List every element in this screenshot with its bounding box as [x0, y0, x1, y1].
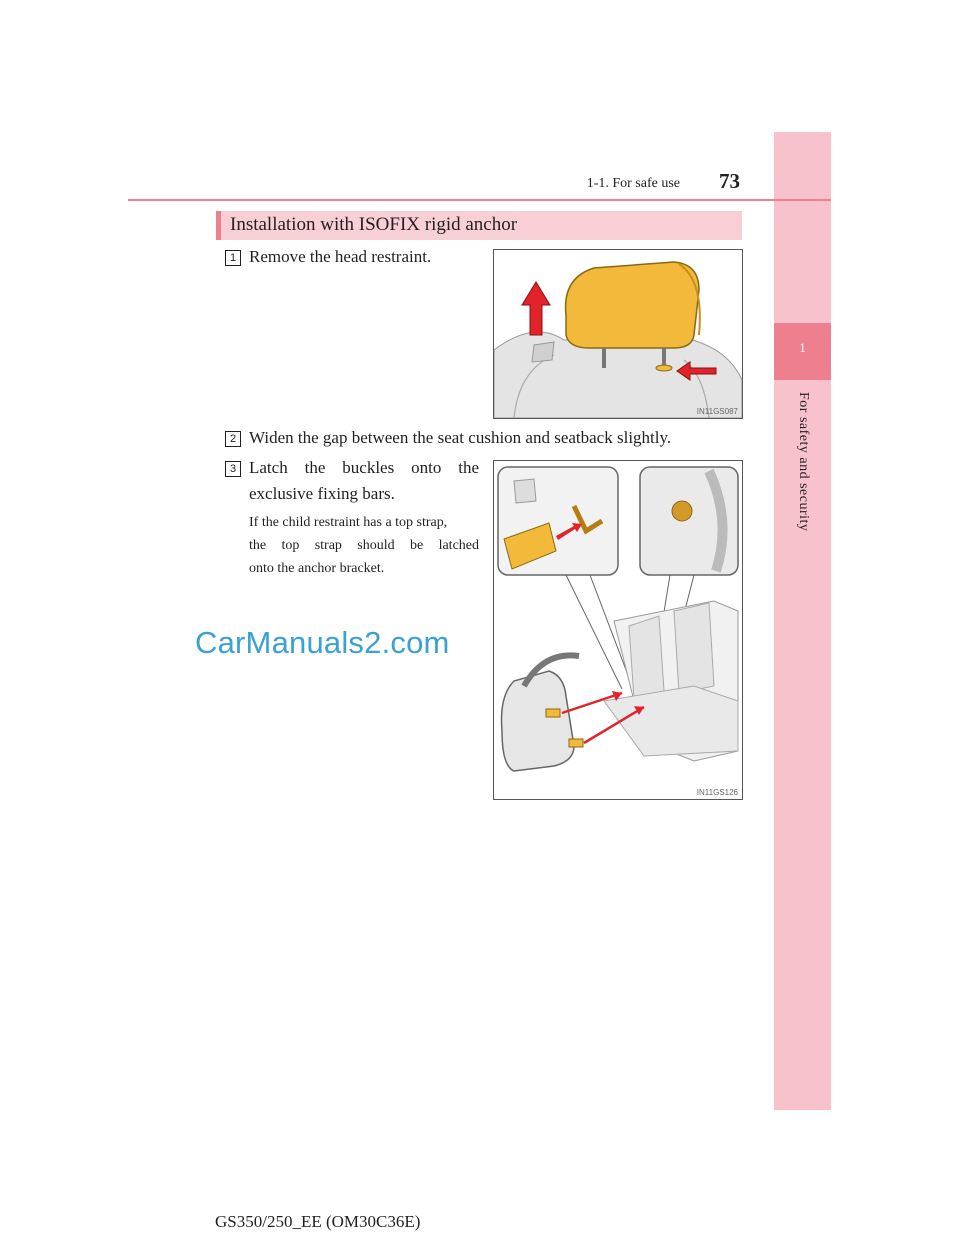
- step-3-text-line1: Latch the buckles onto the: [249, 458, 479, 477]
- chapter-title: For safety and security: [796, 392, 811, 532]
- footer-model: GS350/250_EE (OM30C36E): [215, 1212, 421, 1231]
- step-3-note-line3: onto the anchor bracket.: [249, 561, 385, 576]
- step-3-note-line1: If the child restraint has a top strap,: [249, 515, 448, 530]
- child-restraint-illustration: [494, 461, 742, 799]
- section-title-accent: [216, 211, 221, 240]
- step-1-marker: 1: [225, 250, 241, 266]
- head-restraint-illustration: [494, 250, 742, 418]
- step-1-text: Remove the head restraint.: [249, 247, 432, 266]
- step-3-marker: 3: [225, 461, 241, 477]
- header-section-ref: 1-1. For safe use: [586, 176, 680, 191]
- figure-child-restraint: [493, 460, 743, 800]
- step-2-marker: 2: [225, 431, 241, 447]
- figure-head-restraint: [493, 249, 743, 419]
- step-3-text-line2: exclusive fixing bars.: [249, 484, 395, 503]
- section-title: Installation with ISOFIX rigid anchor: [230, 214, 518, 235]
- chapter-number: 1: [799, 340, 806, 355]
- watermark: CarManuals2.com: [195, 625, 450, 660]
- step-2-text: Widen the gap between the seat cushion and seatback slightly.: [249, 428, 672, 447]
- figure-code: IN11GS087: [696, 407, 738, 416]
- chapter-side-tab: [774, 132, 831, 1110]
- step-3-note-line2: the top strap should be latched: [249, 538, 479, 553]
- header-rule: [128, 199, 831, 201]
- page-number: 73: [719, 169, 740, 193]
- figure-code: IN11GS126: [696, 788, 738, 797]
